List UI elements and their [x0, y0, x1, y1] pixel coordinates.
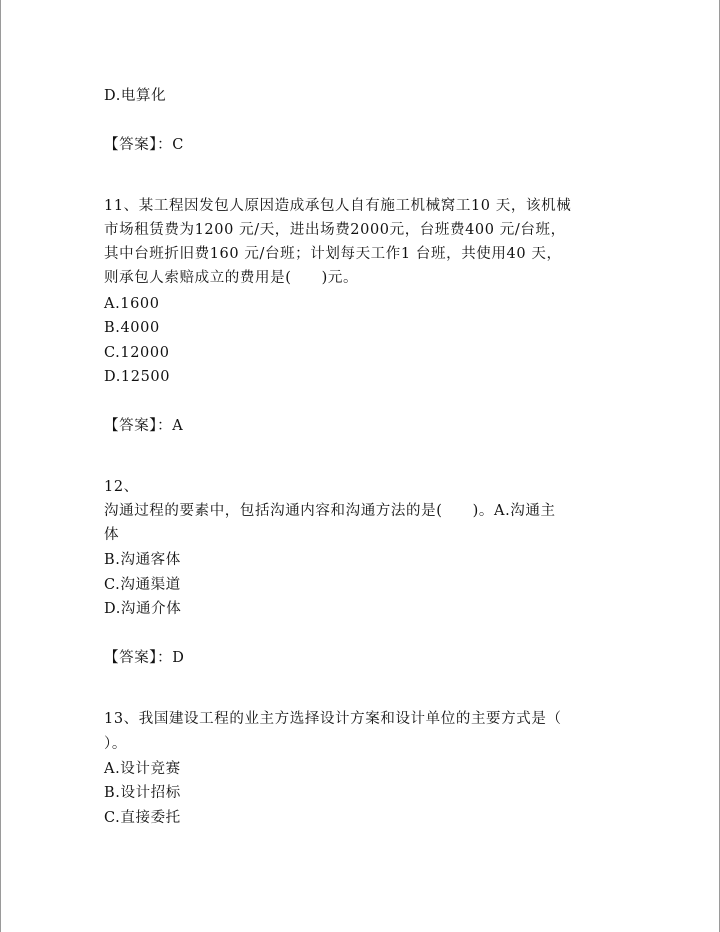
q11-option-d: D.12500	[104, 369, 171, 385]
q12-answer: 【答案】：D	[104, 650, 185, 666]
q11-stem-line-2: 市场租赁费为1200 元/天，进出场费2000元，台班费400 元/台班，	[104, 222, 566, 238]
q10-option-d: D.电算化	[104, 88, 167, 104]
q13-stem-line-1: 13、我国建设工程的业主方选择设计方案和设计单位的主要方式是（	[104, 711, 562, 727]
q12-stem-line-2: 体	[104, 527, 120, 543]
q11-option-c: C.12000	[104, 345, 170, 361]
q11-answer: 【答案】：A	[104, 418, 184, 434]
page-border-left	[0, 0, 1, 932]
q13-stem-line-2: ）。	[104, 736, 127, 752]
q11-stem-line-4: 则承包人索赔成立的费用是( )元。	[104, 270, 359, 286]
q12-option-b: B.沟通客体	[104, 552, 181, 568]
q13-option-c: C.直接委托	[104, 810, 181, 826]
q12-option-c: C.沟通渠道	[104, 577, 181, 593]
q13-option-a: A.设计竞赛	[104, 761, 181, 777]
q12-option-d: D.沟通介体	[104, 601, 182, 617]
q13-option-b: B.设计招标	[104, 785, 181, 801]
q12-stem-line-1: 沟通过程的要素中，包括沟通内容和沟通方法的是( )。A.沟通主	[104, 503, 556, 519]
q11-stem-line-3: 其中台班折旧费160 元/台班；计划每天工作1 台班，共使用40 天，	[104, 246, 562, 262]
q11-stem-line-1: 11、某工程因发包人原因造成承包人自有施工机械窝工10 天，该机械	[104, 198, 572, 214]
q12-number: 12、	[104, 479, 139, 495]
q11-option-a: A.1600	[104, 296, 160, 312]
q11-option-b: B.4000	[104, 320, 160, 336]
q10-answer: 【答案】：C	[104, 137, 184, 153]
